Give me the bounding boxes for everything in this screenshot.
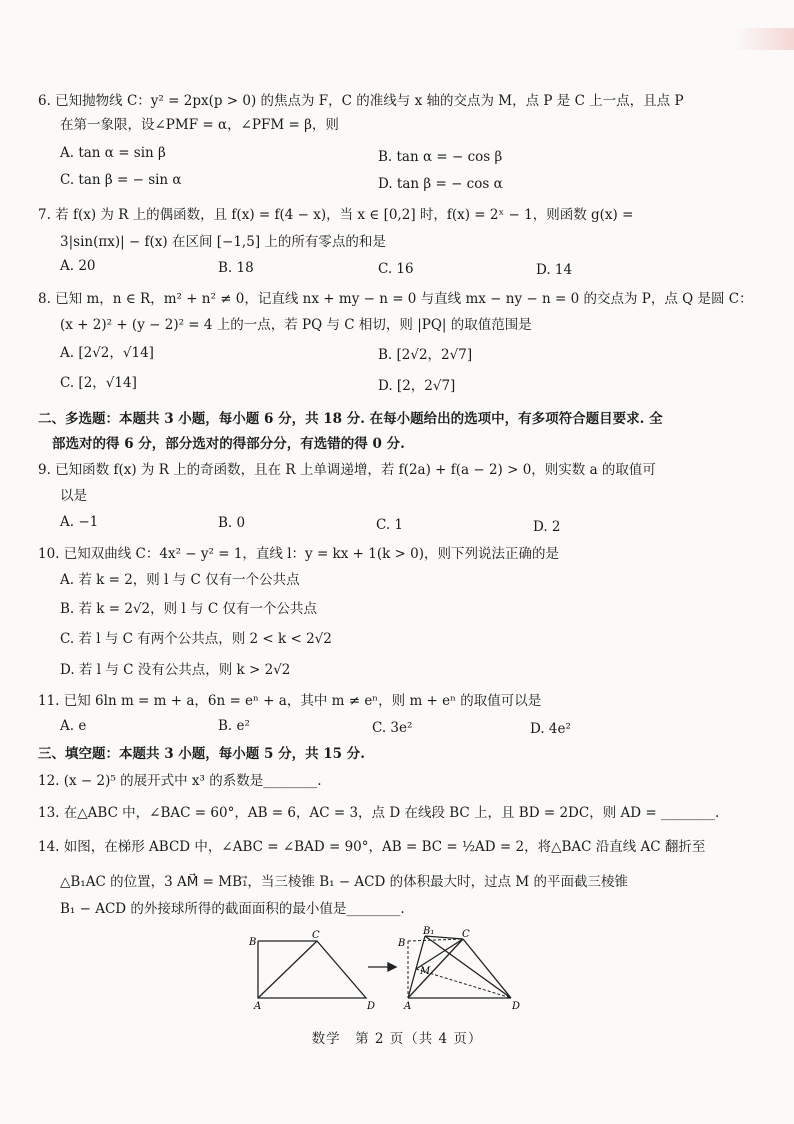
q10-option-a: A. 若 k = 2，则 l 与 C 仅有一个公共点 <box>60 572 300 588</box>
q10-stem: 10. 已知双曲线 C：4x² − y² = 1，直线 l：y = kx + 1(k > 0)，则下列说法正确的是 <box>38 546 560 562</box>
section3-heading: 三、填空题：本题共 3 小题，每小题 5 分，共 15 分. <box>38 746 365 762</box>
q8-stem-line1: 8. 已知 m，n ∈ R，m² + n² ≠ 0，记直线 nx + my − n = 0 与直线 mx − ny − n = 0 的交点为 P，点 Q 是圆 C： <box>38 291 753 307</box>
q11-option-a: A. e <box>60 718 87 734</box>
label-left-a: A <box>254 1001 262 1012</box>
label-left-b: B <box>249 937 257 948</box>
q7-option-d: D. 14 <box>536 262 573 278</box>
q14-stem-line1: 14. 如图，在梯形 ABCD 中，∠ABC = ∠BAD = 90°，AB = BC = ½AD = 2，将△BAC 沿直线 AC 翻折至 <box>38 839 706 855</box>
q8-stem-line2: (x + 2)² + (y − 2)² = 4 上的一点，若 PQ 与 C 相切，则 |PQ| 的取值范围是 <box>60 317 532 333</box>
label-right-b: B <box>398 938 406 949</box>
page-footer: 数学 第 2 页（共 4 页） <box>311 1031 483 1047</box>
label-right-m: M <box>420 966 431 977</box>
label-right-b1: B₁ <box>423 926 435 937</box>
q6-option-b: B. tan α = − cos β <box>378 149 503 165</box>
q6-option-c: C. tan β = − sin α <box>60 172 182 188</box>
q7-option-a: A. 20 <box>60 258 96 274</box>
q9-stem-line2: 以是 <box>60 488 87 504</box>
label-right-a: A <box>404 1001 412 1012</box>
section2-heading-line2: 部选对的得 6 分，部分选对的得部分分，有选错的得 0 分. <box>52 436 405 452</box>
figure-trapezoid-abcd <box>258 941 366 998</box>
q14-stem-line2: △B₁AC 的位置，3 AM⃗ = MB₁⃗，当三棱锥 B₁ − ACD 的体积最大时，过点 M 的平面截三棱锥 <box>60 874 629 890</box>
q11-option-d: D. 4e² <box>530 721 571 737</box>
q7-option-c: C. 16 <box>378 261 414 277</box>
page-corner-mark <box>734 28 794 50</box>
q14-figure <box>240 926 540 1016</box>
q8-option-b: B. [2√2，2√7] <box>378 347 473 363</box>
q6-stem-line2: 在第一象限，设∠PMF = α，∠PFM = β，则 <box>60 117 339 133</box>
label-left-c: C <box>312 930 320 941</box>
label-right-d: D <box>512 1001 521 1012</box>
q8-option-a: A. [2√2，√14] <box>60 345 154 361</box>
q7-option-b: B. 18 <box>218 260 254 276</box>
q10-option-b: B. 若 k = 2√2，则 l 与 C 仅有一个公共点 <box>60 601 317 617</box>
q8-option-d: D. [2，2√7] <box>378 378 456 394</box>
q7-stem-line1: 7. 若 f(x) 为 R 上的偶函数，且 f(x) = f(4 − x)，当 x ∈ [0,2] 时，f(x) = 2ˣ − 1，则函数 g(x) = <box>38 207 634 223</box>
q9-stem-line1: 9. 已知函数 f(x) 为 R 上的奇函数，且在 R 上单调递增，若 f(2a) + f(a − 2) > 0，则实数 a 的取值可 <box>38 462 656 478</box>
q10-option-c: C. 若 l 与 C 有两个公共点，则 2 < k < 2√2 <box>60 631 332 647</box>
q8-option-c: C. [2，√14] <box>60 375 137 391</box>
q6-option-a: A. tan α = sin β <box>60 145 166 161</box>
q12-stem: 12. (x − 2)⁵ 的展开式中 x³ 的系数是________. <box>38 773 322 789</box>
q14-stem-line3: B₁ − ACD 的外接球所得的截面面积的最小值是________. <box>60 901 405 917</box>
arrow-icon <box>368 963 396 971</box>
q10-option-d: D. 若 l 与 C 没有公共点，则 k > 2√2 <box>60 662 291 678</box>
q9-option-c: C. 1 <box>376 517 404 533</box>
section2-heading-line1: 二、多选题：本题共 3 小题，每小题 6 分，共 18 分. 在每小题给出的选项中，有多项符合题目要求. 全 <box>38 411 663 427</box>
q6-option-d: D. tan β = − cos α <box>378 176 503 192</box>
q9-option-d: D. 2 <box>533 519 561 535</box>
q11-option-b: B. e² <box>218 718 250 734</box>
q11-option-c: C. 3e² <box>372 720 413 736</box>
label-left-d: D <box>367 1001 376 1012</box>
q6-stem-line1: 6. 已知抛物线 C：y² = 2px(p > 0) 的焦点为 F，C 的准线与 x 轴的交点为 M，点 P 是 C 上一点，且点 P <box>38 93 684 109</box>
q9-option-a: A. −1 <box>60 514 99 530</box>
q11-stem: 11. 已知 6ln m = m + a，6n = eⁿ + a，其中 m ≠ eⁿ，则 m + eⁿ 的取值可以是 <box>38 693 542 709</box>
q7-stem-line2: 3|sin(πx)| − f(x) 在区间 [−1,5] 上的所有零点的和是 <box>60 234 386 250</box>
q9-option-b: B. 0 <box>218 515 246 531</box>
q13-stem: 13. 在△ABC 中，∠BAC = 60°，AB = 6，AC = 3，点 D 在线段 BC 上，且 BD = 2DC，则 AD = ________. <box>38 805 720 821</box>
label-right-c: C <box>462 929 470 940</box>
